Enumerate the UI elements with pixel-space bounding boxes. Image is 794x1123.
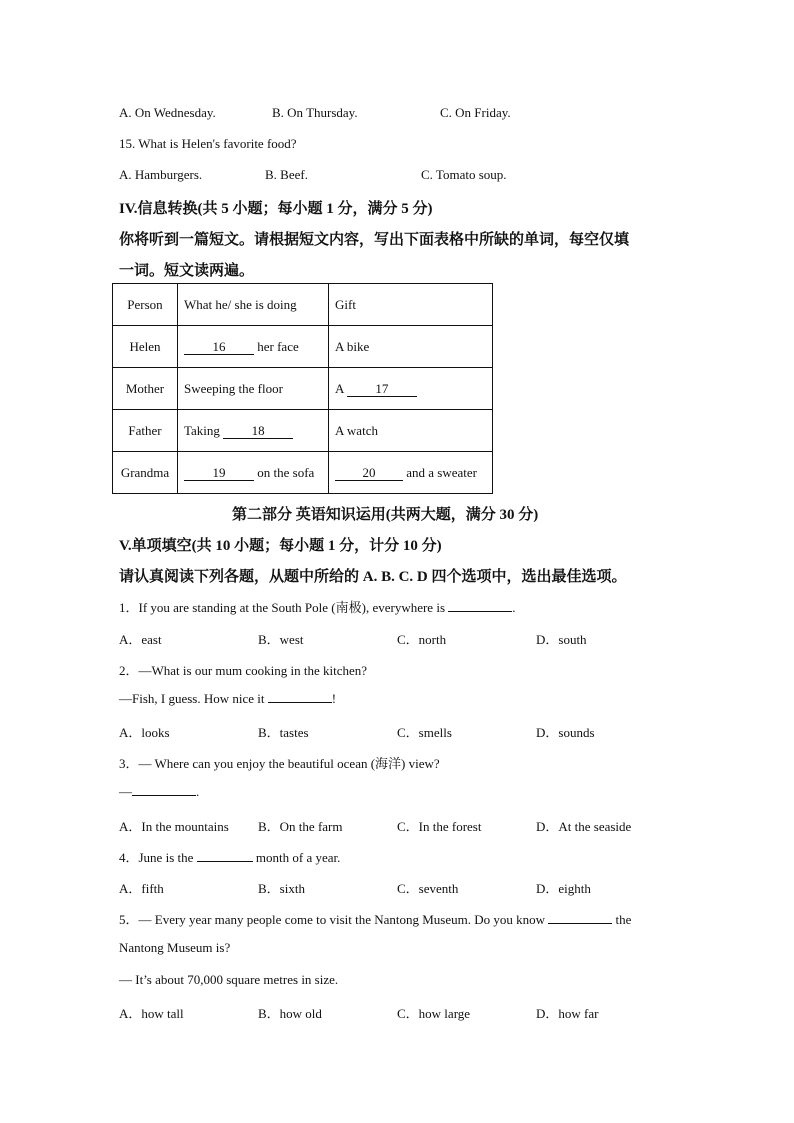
q14-option-a: A. On Wednesday. [119, 105, 216, 120]
cell-gift [329, 452, 493, 494]
q15-question: 15. What is Helen's favorite food? [119, 136, 297, 151]
q2-line2-text: —Fish, I guess. How nice it [119, 691, 268, 706]
q5-option-a[interactable]: A．how tall [119, 1006, 184, 1021]
q5-option-b[interactable]: B．how old [258, 1006, 322, 1021]
q3-line2-end: . [196, 784, 200, 799]
cell-gift [329, 368, 493, 410]
q4-stem-text: 4．June is the [119, 850, 197, 865]
q3-option-a[interactable]: A．In the mountains [119, 819, 229, 834]
q2-stem: 2．—What is our mum cooking in the kitchen? [119, 663, 368, 678]
q4-option-b[interactable]: B．sixth [258, 881, 305, 896]
cell-person: Grandma [113, 452, 178, 494]
answer-blank[interactable]: 18 [223, 424, 293, 439]
q3-line2 [119, 784, 199, 800]
q1-option-a[interactable]: A．east [119, 632, 162, 647]
cell-gift: A watch [329, 410, 493, 452]
part2-title: 第二部分 英语知识运用(共两大题，满分 30 分) [232, 507, 539, 523]
q3-stem: 3．— Where can you enjoy the beautiful ocean (海洋) view? [119, 756, 440, 771]
q5-option-c[interactable]: C．how large [397, 1006, 471, 1021]
q5-stem-text: 5．— Every year many people come to visit the Nantong Museum. Do you know [119, 912, 549, 927]
cell-text: A [335, 380, 347, 396]
q5-stem-end: the [612, 912, 632, 927]
q2-option-a[interactable]: A．looks [119, 725, 170, 740]
q5-option-d[interactable]: D．how far [536, 1006, 599, 1021]
cell-text: on the sofa [254, 464, 315, 480]
cell-doing [178, 326, 329, 368]
q14-option-b: B. On Thursday. [272, 105, 358, 120]
q2-line2 [119, 691, 336, 707]
q3-blank[interactable] [132, 795, 196, 796]
cell-text: her face [254, 338, 299, 354]
cell-person: Mother [113, 368, 178, 410]
q2-option-d[interactable]: D．sounds [536, 725, 595, 740]
q5-line3: — It’s about 70,000 square metres in size. [119, 972, 339, 987]
q1-stem [119, 597, 516, 616]
q3-option-c[interactable]: C．In the forest [397, 819, 482, 834]
cell-doing [178, 452, 329, 494]
q2-option-b[interactable]: B．tastes [258, 725, 309, 740]
answer-blank[interactable]: 17 [347, 382, 417, 397]
table-row [113, 326, 493, 368]
section4-heading: IV.信息转换(共 5 小题；每小题 1 分，满分 5 分) [119, 201, 433, 217]
section5-heading: V.单项填空(共 10 小题；每小题 1 分，计分 10 分) [119, 538, 442, 554]
q4-stem [119, 847, 340, 866]
q1-option-c[interactable]: C．north [397, 632, 447, 647]
q3-option-b[interactable]: B．On the farm [258, 819, 343, 834]
table-row [113, 452, 493, 494]
section4-instruction-2: 一词。短文读两遍。 [119, 263, 255, 279]
cell-text: Taking [184, 422, 224, 438]
q4-option-d[interactable]: D．eighth [536, 881, 591, 896]
q14-option-c: C. On Friday. [440, 105, 511, 120]
q2-blank[interactable] [268, 702, 332, 703]
cell-gift: A bike [329, 326, 493, 368]
info-table [112, 283, 493, 494]
q4-option-c[interactable]: C．seventh [397, 881, 459, 896]
q1-option-b[interactable]: B．west [258, 632, 304, 647]
cell-doing [178, 410, 329, 452]
cell-text: and a sweater [403, 464, 477, 480]
q5-line2: Nantong Museum is? [119, 940, 231, 955]
cell-person: Helen [113, 326, 178, 368]
table-header-row [113, 284, 493, 326]
q1-stem-end: . [512, 600, 516, 615]
q3-option-d[interactable]: D．At the seaside [536, 819, 632, 834]
answer-blank[interactable]: 19 [184, 466, 254, 481]
answer-blank[interactable]: 20 [335, 466, 403, 481]
q4-blank[interactable] [197, 861, 253, 862]
q3-line2-text: — [119, 784, 132, 799]
q2-option-c[interactable]: C．smells [397, 725, 452, 740]
q1-blank[interactable] [448, 611, 512, 612]
q5-stem [119, 909, 631, 928]
q1-stem-text: 1．If you are standing at the South Pole (南极), everywhere is [119, 600, 449, 615]
section5-instruction: 请认真阅读下列各题，从题中所给的 A. B. C. D 四个选项中，选出最佳选项。 [119, 569, 627, 585]
q15-option-b: B. Beef. [265, 167, 308, 182]
q4-option-a[interactable]: A．fifth [119, 881, 164, 896]
table-row [113, 368, 493, 410]
q5-blank[interactable] [548, 923, 612, 924]
header-gift: Gift [329, 284, 493, 326]
q1-option-d[interactable]: D．south [536, 632, 587, 647]
answer-blank[interactable]: 16 [184, 340, 254, 355]
cell-doing: Sweeping the floor [178, 368, 329, 410]
q15-option-c: C. Tomato soup. [421, 167, 507, 182]
q2-line2-end: ! [331, 691, 337, 706]
section4-instruction-1: 你将听到一篇短文。请根据短文内容，写出下面表格中所缺的单词，每空仅填 [119, 232, 630, 248]
q4-stem-end: month of a year. [252, 850, 341, 865]
cell-person: Father [113, 410, 178, 452]
table-row [113, 410, 493, 452]
q15-option-a: A. Hamburgers. [119, 167, 203, 182]
header-person: Person [113, 284, 178, 326]
header-doing: What he/ she is doing [178, 284, 329, 326]
